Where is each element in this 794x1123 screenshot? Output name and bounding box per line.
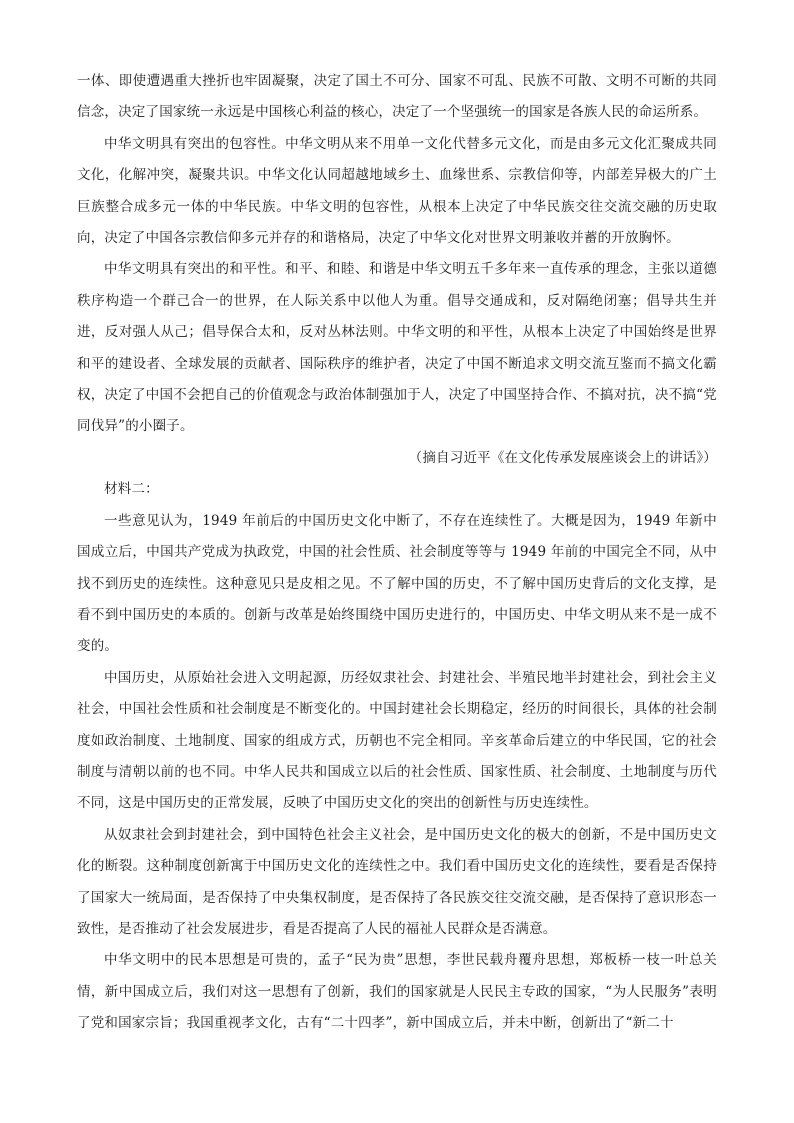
paragraph-continuation: 一体、即使遭遇重大挫折也牢固凝聚，决定了国土不可分、国家不可乱、民族不可散、文明不可断的共同信念，决定了国家统一永远是中国核心利益的核心，决定了一个坚强统一的国家是各族人民的命运所系。 [77, 73, 717, 121]
paragraph-chinese-history: 中国历史，从原始社会进入文明起源，历经奴隶社会、封建社会、半殖民地半封建社会，到社会主义社会，中国社会性质和社会制度是不断变化的。中国封建社会长期稳定，经历的时间很长，具体的社会制度如政治制度、土地制度、国家的组成方式，历朝也不完全相同。辛亥革命后建立的中华民国，它的社会制度与清朝以前的也不同。中华人民共和国成立以后的社会性质、国家性质、社会制度、土地制度与历代不同，这是中国历史的正常发展，反映了中国历史文化的突出的创新性与历史连续性。 [77, 669, 717, 812]
paragraph-continuity-views: 一些意见认为，1949 年前后的中国历史文化中断了，不存在连续性了。大概是因为，1949 年新中国成立后，中国共产党成为执政党，中国的社会性质、社会制度等等与 1949 年前的中国完全不同，从中找不到历史的连续性。这种意见只是皮相之见。不了解中国的历史，不了解中国历史背后的文化支撑，是看不到中国历史的本质的。创新与改革是始终围绕中国历史进行的，中国历史、中华文明从来不是一成不变的。 [77, 512, 717, 655]
paragraph-institutional-innovation: 从奴隶社会到封建社会，到中国特色社会主义社会，是中国历史文化的极大的创新，不是中国历史文化的断裂。这种制度创新寓于中国历史文化的连续性之中。我们看中国历史文化的连续性，要看是否保持了国家大一统局面，是否保持了中央集权制度，是否保持了各民族交往交流交融，是否保持了意识形态一致性，是否推动了社会发展进步，看是否提高了人民的福祉人民群众是否满意。 [77, 826, 717, 937]
source-citation: （摘自习近平《在文化传承发展座谈会上的讲话》） [408, 449, 717, 466]
document-body [77, 66, 717, 1040]
paragraph-inclusiveness: 中华文明具有突出的包容性。中华文明从来不用单一文化代替多元文化，而是由多元文化汇聚成共同文化，化解冲突，凝聚共识。中华文化认同超越地域乡土、血缘世系、宗教信仰等，内部差异极大的广土巨族整合成多元一体的中华民族。中华文明的包容性，从根本上决定了中华民族交往交流交融的历史取向，决定了中国各宗教信仰多元并存的和谐格局，决定了中华文化对世界文明兼收并蓄的开放胸怀。 [77, 135, 717, 247]
paragraph-people-oriented: 中华文明中的民本思想是可贵的，孟子“民为贵”思想，李世民载舟覆舟思想，郑板桥一枝一叶总关情，新中国成立后，我们对这一思想有了创新，我们的国家就是人民民主专政的国家，“为人民服务”表明了党和国家宗旨；我国重视孝文化，古有“二十四孝”，新中国成立后，并未中断，创新出了“新二十 [77, 952, 717, 1032]
material-two-label: 材料二： [104, 481, 159, 498]
paragraph-peacefulness: 中华文明具有突出的和平性。和平、和睦、和谐是中华文明五千多年来一直传承的理念，主张以道德秩序构造一个群己合一的世界，在人际关系中以他人为重。倡导交通成和，反对隔绝闭塞；倡导共生并进，反对强人从己；倡导保合太和，反对丛林法则。中华文明的和平性，从根本上决定了中国始终是世界和平的建设者、全球发展的贡献者、国际秩序的维护者，决定了中国不断追求文明交流互鉴而不搞文化霸权，决定了中国不会把自己的价值观念与政治体制强加于人，决定了中国坚持合作、不搞对抗，决不搞“党同伐异”的小圈子。 [77, 261, 717, 435]
